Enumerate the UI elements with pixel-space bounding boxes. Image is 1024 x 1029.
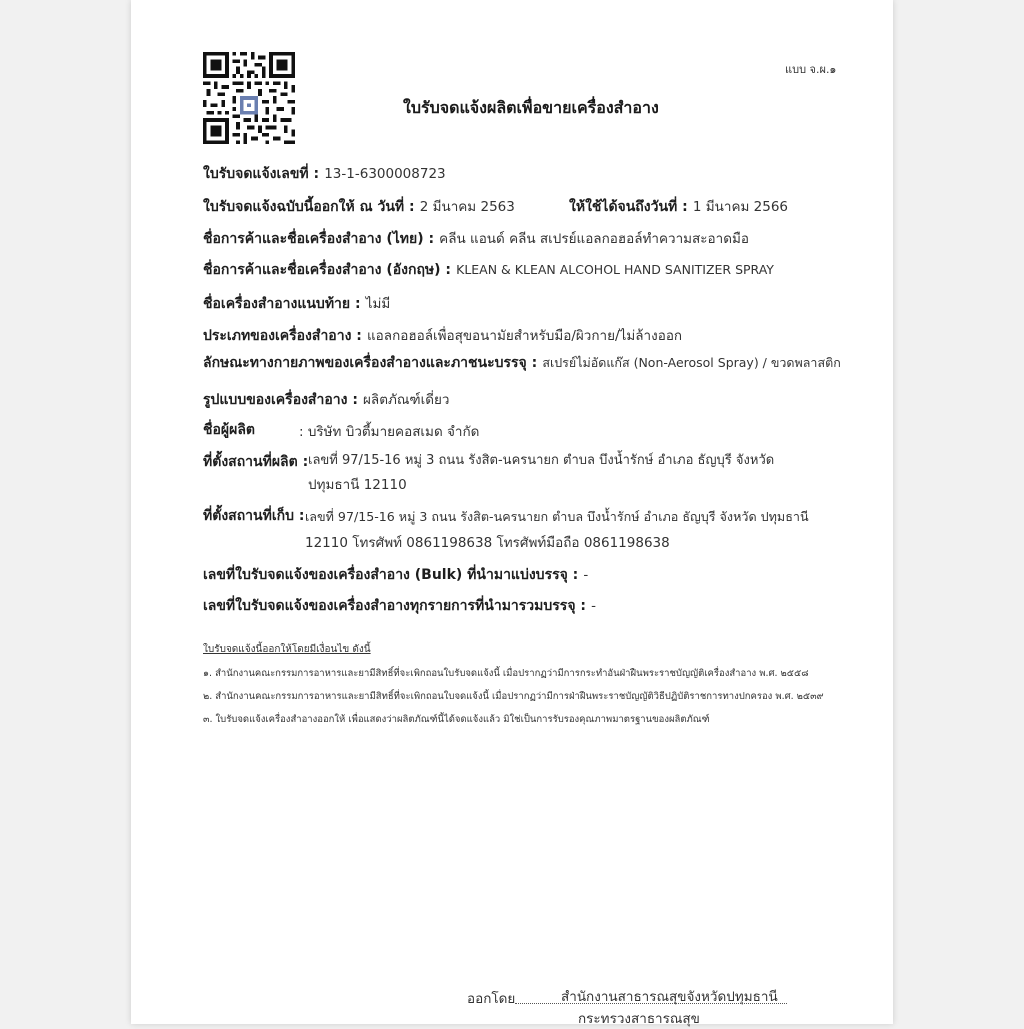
factory-address-line2: ปทุมธานี 12110 — [308, 477, 407, 493]
bulk-number-row — [203, 564, 588, 586]
condition-item: ๓. ใบรับจดแจ้งเครื่องสำอางออกให้ เพื่อแสดงว่าผลิตภัณฑ์นี้ได้จดแจ้งแล้ว มิใช่เป็นการรับรองคุณภาพมาตรฐานของผลิตภัณฑ์ — [203, 714, 710, 725]
condition-item: ๒. สำนักงานคณะกรรมการอาหารและยามีสิทธิ์ที่จะเพิกถอนใบจดแจ้งนี้ เมื่อปรากฏว่ามีการฝ่าฝืนพระราชบัญญัติวิธีปฏิบัติราชการทางปกครอง พ.ศ. ๒๕๓๙ — [203, 691, 824, 702]
form-code: แบบ จ.ผ.๑ — [785, 63, 837, 76]
notification-number-label: ใบรับจดแจ้งเลขที่ : — [203, 166, 320, 182]
trade-name-en-value: KLEAN & KLEAN ALCOHOL HAND SANITIZER SPRAY — [456, 262, 774, 277]
appendix-name-value: ไม่มี — [365, 296, 391, 312]
issue-date-row — [203, 195, 515, 218]
issuer-ministry: กระทรวงสาธารณสุข — [578, 1011, 700, 1027]
notification-number-value: 13-1-6300008723 — [324, 166, 446, 182]
trade-name-th-value: คลีน แอนด์ คลีน สเปรย์แอลกอฮอล์ทำความสะอาดมือ — [439, 231, 750, 247]
issue-date-label: ใบรับจดแจ้งฉบับนี้ออกให้ ณ วันที่ : — [203, 199, 415, 215]
valid-until-row — [569, 195, 788, 218]
valid-until-value: 1 มีนาคม 2566 — [692, 199, 789, 215]
trade-name-en-label: ชื่อการค้าและชื่อเครื่องสำอาง (อังกฤษ) : — [203, 262, 452, 278]
trade-name-th-label: ชื่อการค้าและชื่อเครื่องสำอาง (ไทย) : — [203, 231, 435, 247]
cosmetic-type-label: ประเภทของเครื่องสำอาง : — [203, 328, 362, 344]
trade-name-en-row — [203, 259, 774, 281]
trade-name-th-row — [203, 227, 749, 250]
cosmetic-type-row — [203, 324, 682, 347]
bulk-number-value: - — [583, 567, 589, 583]
combined-number-label: เลขที่ใบรับจดแจ้งของเครื่องสำอางทุกรายการที่นำมารวมบรรจุ : — [203, 598, 586, 614]
combined-number-value: - — [591, 598, 596, 614]
physical-form-label: ลักษณะทางกายภาพของเครื่องสำอางและภาชนะบรรจุ : — [203, 355, 538, 371]
storage-address-line1: เลขที่ 97/15-16 หมู่ 3 ถนน รังสิต-นครนายก ตำบล บึงน้ำรักษ์ อำเภอ ธัญบุรี จังหวัด ปทุมธานี — [305, 509, 809, 524]
factory-address-label: ที่ตั้งสถานที่ผลิต : — [203, 454, 309, 470]
conditions-heading: ใบรับจดแจ้งนี้ออกให้โดยมีเงื่อนไข ดังนี้ — [203, 644, 371, 655]
storage-address-label: ที่ตั้งสถานที่เก็บ : — [203, 508, 305, 524]
product-format-label: รูปแบบของเครื่องสำอาง : — [203, 392, 358, 408]
factory-address-line1: เลขที่ 97/15-16 หมู่ 3 ถนน รังสิต-นครนายก ตำบล บึงน้ำรักษ์ อำเภอ ธัญบุรี จังหวัด — [308, 453, 775, 468]
combined-number-row — [203, 595, 596, 617]
cosmetic-type-value: แอลกอฮอล์เพื่อสุขอนามัยสำหรับมือ/ผิวกาย/ไม่ล้างออก — [366, 328, 683, 344]
issue-date-value: 2 มีนาคม 2563 — [419, 199, 515, 215]
qr-code-icon — [203, 52, 295, 144]
physical-form-value: สเปรย์ไม่อัดแก๊ส (Non-Aerosol Spray) / ขวดพลาสติก — [542, 355, 841, 370]
manufacturer-value: : บริษัท บิวตี้มายคอสเมด จำกัด — [299, 424, 480, 440]
valid-until-label: ให้ใช้ได้จนถึงวันที่ : — [569, 199, 688, 215]
condition-item: ๑. สำนักงานคณะกรรมการอาหารและยามีสิทธิ์ที่จะเพิกถอนใบรับจดแจ้งนี้ เมื่อปรากฏว่ามีการกระทำอันฝ่าฝืนพระราชบัญญัติเครื่องสำอาง พ.ศ. ๒๕๕๘ — [203, 668, 809, 679]
appendix-name-row — [203, 292, 390, 315]
document-title: ใบรับจดแจ้งผลิตเพื่อขายเครื่องสำอาง — [403, 98, 659, 117]
notification-number-row — [203, 163, 446, 185]
physical-form-row — [203, 352, 841, 374]
signature-line — [515, 1003, 787, 1004]
manufacturer-label: ชื่อผู้ผลิต — [203, 422, 255, 438]
issuer-office: สำนักงานสาธารณสุขจังหวัดปทุมธานี — [561, 989, 778, 1005]
product-format-value: ผลิตภัณฑ์เดี่ยว — [363, 392, 450, 408]
appendix-name-label: ชื่อเครื่องสำอางแนบท้าย : — [203, 296, 361, 312]
product-format-row — [203, 388, 449, 411]
issuer-label: ออกโดย — [467, 991, 516, 1007]
storage-address-line2: 12110 โทรศัพท์ 0861198638 โทรศัพท์มือถือ 0861198638 — [305, 535, 670, 551]
bulk-number-label: เลขที่ใบรับจดแจ้งของเครื่องสำอาง (Bulk) ที่นำมาแบ่งบรรจุ : — [203, 567, 579, 583]
document-page — [131, 0, 893, 1027]
